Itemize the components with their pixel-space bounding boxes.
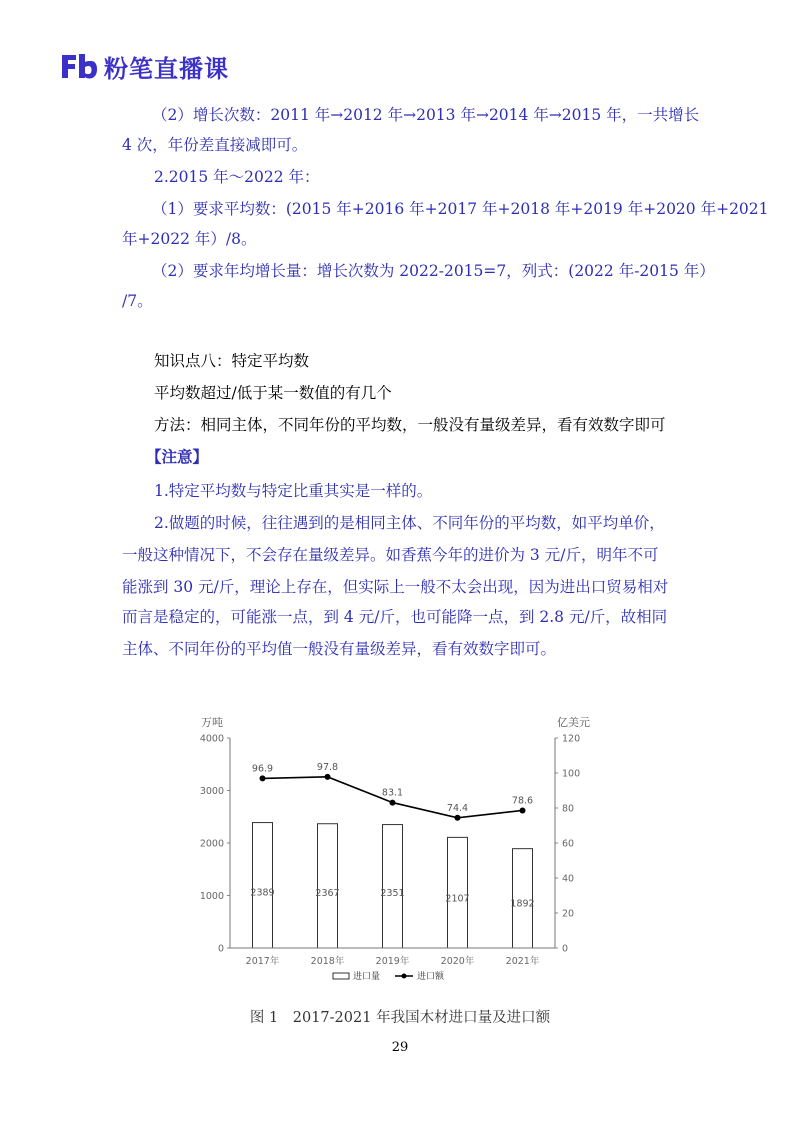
text-line: 能涨到 30 元/斤，理论上存在，但实际上一般不太会出现，因为进出口贸易相对 — [122, 578, 669, 596]
legend-label-value: 进口额 — [417, 972, 445, 980]
text-line: （2）要求年均增长量：增长次数为 2022-2015=7，列式：(2022 年-2015 年） — [152, 262, 715, 280]
text-line: （2）增长次数：2011 年→2012 年→2013 年→2014 年→2015 年，一共增长 — [152, 106, 700, 124]
chart-svg — [195, 710, 595, 980]
x-tick-label: 2020年 — [440, 956, 475, 967]
import-value-point — [520, 807, 526, 813]
bar — [253, 823, 273, 948]
y-right-tick-label: 20 — [562, 908, 575, 920]
import-value-point — [455, 815, 461, 821]
bar-value-label: 2367 — [315, 887, 340, 899]
y-right-tick-label: 120 — [562, 733, 581, 745]
y-right-tick-label: 0 — [562, 943, 569, 955]
point-value-label: 96.9 — [251, 763, 274, 775]
chart-figure — [195, 710, 595, 980]
x-tick-label: 2019年 — [375, 956, 410, 967]
point-value-label: 74.4 — [446, 802, 469, 814]
bar-value-label: 2389 — [250, 887, 275, 899]
legend-label-volume: 进口量 — [353, 972, 381, 980]
fb-logo-icon — [60, 51, 98, 81]
y-right-unit: 亿美元 — [557, 716, 590, 729]
y-right-tick-label: 40 — [562, 873, 575, 885]
y-right-tick-label: 60 — [562, 838, 575, 850]
bar-value-label: 2107 — [445, 893, 470, 905]
section-heading: 知识点八：特定平均数 — [154, 352, 310, 370]
text-line: 主体、不同年份的平均值一般没有量级差异，看有效数字即可。 — [122, 640, 557, 658]
y-left-tick-label: 1000 — [199, 891, 224, 902]
y-left-tick-label: 4000 — [199, 733, 224, 745]
x-tick-label: 2017年 — [245, 956, 280, 967]
y-left-unit: 万吨 — [201, 716, 223, 729]
y-left-tick-label: 2000 — [199, 838, 224, 850]
y-right-tick-label: 100 — [562, 768, 581, 780]
figure-caption: 图 1 2017-2021 年我国木材进口量及进口额 — [249, 1010, 551, 1026]
point-value-label: 97.8 — [316, 761, 339, 773]
legend-bar-swatch — [333, 973, 349, 979]
x-tick-label: 2021年 — [505, 956, 540, 967]
text-line: 1.特定平均数与特定比重其实是一样的。 — [154, 482, 433, 500]
text-line: （1）要求平均数：(2015 年+2016 年+2017 年+2018 年+2019 年+2020 年+2021 — [152, 200, 769, 218]
bar-value-label: 1892 — [510, 898, 535, 910]
text-line: 年+2022 年）/8。 — [122, 230, 257, 248]
point-value-label: 83.1 — [381, 787, 404, 799]
bar — [318, 824, 338, 948]
text-line: 一般这种情况下，不会存在量级差异。如香蕉今年的进价为 3 元/斤，明年不可 — [122, 546, 659, 564]
y-left-tick-label: 3000 — [199, 786, 224, 797]
x-tick-label: 2018年 — [310, 956, 345, 967]
text-line: 2.做题的时候，往往遇到的是相同主体、不同年份的平均数，如平均单价， — [154, 514, 665, 532]
note-heading: 【注意】 — [146, 447, 209, 466]
bar — [383, 825, 403, 948]
text-line: 方法：相同主体，不同年份的平均数，一般没有量级差异，看有效数字即可 — [154, 416, 666, 434]
chart-legend — [333, 970, 445, 980]
text-line: 2.2015 年～2022 年： — [154, 168, 320, 186]
legend-line-marker — [402, 974, 407, 979]
point-value-label: 78.6 — [511, 795, 534, 807]
import-value-point — [390, 800, 396, 806]
y-left-tick-label: 0 — [217, 943, 224, 955]
brand-name: 粉笔直播课 — [104, 54, 229, 83]
import-value-point — [325, 774, 331, 780]
text-line: 平均数超过/低于某一数值的有几个 — [154, 384, 392, 402]
brand-logo — [60, 48, 229, 84]
page-number: 29 — [391, 1040, 409, 1055]
import-value-point — [260, 775, 266, 781]
text-line: 而言是稳定的，可能涨一点，到 4 元/斤，也可能降一点，到 2.8 元/斤，故相同 — [122, 608, 668, 626]
bar-value-label: 2351 — [380, 888, 405, 900]
y-right-tick-label: 80 — [562, 803, 575, 815]
text-line: /7。 — [122, 292, 153, 310]
text-line: 4 次，年份差直接减即可。 — [122, 136, 308, 154]
